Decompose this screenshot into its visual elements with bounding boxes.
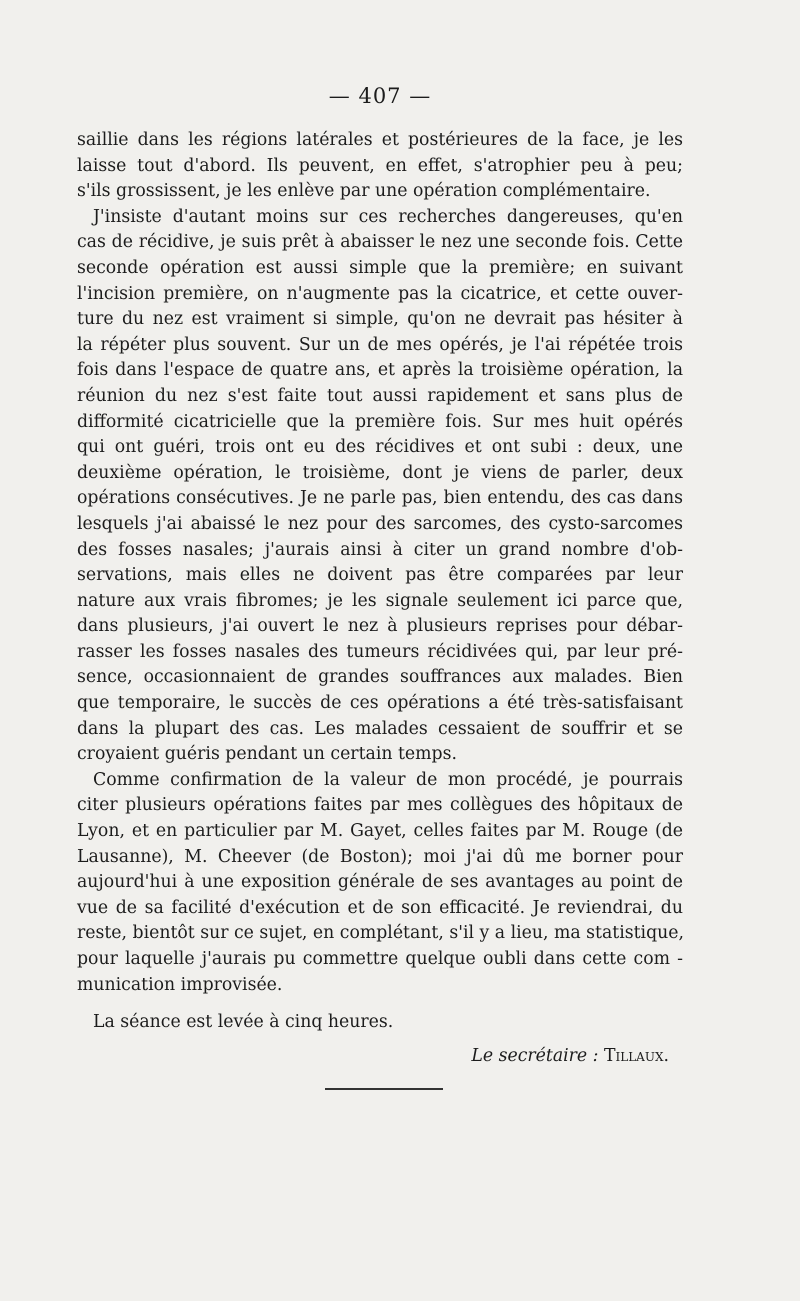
page-number: — 407 —: [328, 84, 432, 108]
text-line: que temporaire, le succès de ces opérations a été très-satisfaisant: [77, 693, 683, 714]
text-line: cas de récidive, je suis prêt à abaisser le nez une seconde fois. Cette: [77, 232, 683, 253]
signature: [77, 1044, 683, 1069]
text-line: pour laquelle j'aurais pu commettre quelque oubli dans cette com -: [77, 949, 683, 969]
text-line: croyaient guéris pendant un certain temps.: [77, 744, 457, 765]
text-line: laisse tout d'abord. Ils peuvent, en effet, s'atrophier peu à peu;: [77, 155, 683, 176]
text-line: difformité cicatricielle que la première fois. Sur mes huit opérés: [77, 411, 683, 432]
text-line: citer plusieurs opérations faites par mes collègues des hôpitaux de: [77, 795, 683, 816]
text-line: fois dans l'espace de quatre ans, et après la troisième opération, la: [77, 360, 683, 381]
text-line: sence, occasionnaient de grandes souffrances aux malades. Bien: [77, 667, 683, 688]
signature-title: Le secrétaire :: [471, 1045, 599, 1066]
text-line: J'insiste d'autant moins sur ces recherches dangereuses, qu'en: [93, 206, 683, 227]
text-line: dans plusieurs, j'ai ouvert le nez à plusieurs reprises pour débar-: [77, 616, 683, 637]
text-line: servations, mais elles ne doivent pas être comparées par leur: [77, 565, 683, 586]
text-line: s'ils grossissent, je les enlève par une opération complémentaire.: [77, 181, 651, 202]
text-line: réunion du nez s'est faite tout aussi rapidement et sans plus de: [77, 385, 683, 406]
body-text: [77, 128, 683, 1069]
signature-name: Tillaux.: [603, 1045, 669, 1066]
text-line: nature aux vrais fibromes; je les signale seulement ici parce que,: [77, 590, 683, 611]
text-line: La séance est levée à cinq heures.: [93, 1012, 394, 1033]
text-line: aujourd'hui à une exposition générale de ses avantages au point de: [77, 872, 683, 893]
text-line: des fosses nasales; j'aurais ainsi à citer un grand nombre d'ob-: [77, 539, 683, 560]
text-line: lesquels j'ai abaissé le nez pour des sarcomes, des cysto-sarcomes: [77, 513, 683, 534]
text-line: opérations consécutives. Je ne parle pas, bien entendu, des cas dans: [77, 488, 683, 509]
text-line: vue de sa facilité d'exécution et de son efficacité. Je reviendrai, du: [77, 897, 683, 918]
text-line: la répéter plus souvent. Sur un de mes opérés, je l'ai répétée trois: [77, 334, 683, 355]
text-line: munication improvisée.: [77, 974, 283, 995]
text-line: ture du nez est vraiment si simple, qu'on ne devrait pas hésiter à: [77, 309, 683, 330]
text-line: l'incision première, on n'augmente pas la cicatrice, et cette ouver-: [77, 283, 683, 304]
text-line: dans la plupart des cas. Les malades cessaient de souffrir et se: [77, 718, 683, 739]
end-rule: [325, 1088, 443, 1090]
text-line: seconde opération est aussi simple que la première; en suivant: [77, 257, 683, 278]
text-line: qui ont guéri, trois ont eu des récidives et ont subi : deux, une: [77, 437, 683, 458]
text-line: deuxième opération, le troisième, dont je viens de parler, deux: [77, 462, 683, 483]
text-line: rasser les fosses nasales des tumeurs récidivées qui, par leur pré-: [77, 641, 683, 662]
text-line: Lausanne), M. Cheever (de Boston); moi j'ai dû me borner pour: [77, 846, 683, 867]
text-line: reste, bientôt sur ce sujet, en complétant, s'il y a lieu, ma statistique,: [77, 923, 684, 944]
text-line: saillie dans les régions latérales et postérieures de la face, je les: [77, 130, 683, 150]
text-line: Lyon, et en particulier par M. Gayet, celles faites par M. Rouge (de: [77, 821, 683, 842]
text-line: Comme confirmation de la valeur de mon procédé, je pourrais: [93, 769, 683, 790]
